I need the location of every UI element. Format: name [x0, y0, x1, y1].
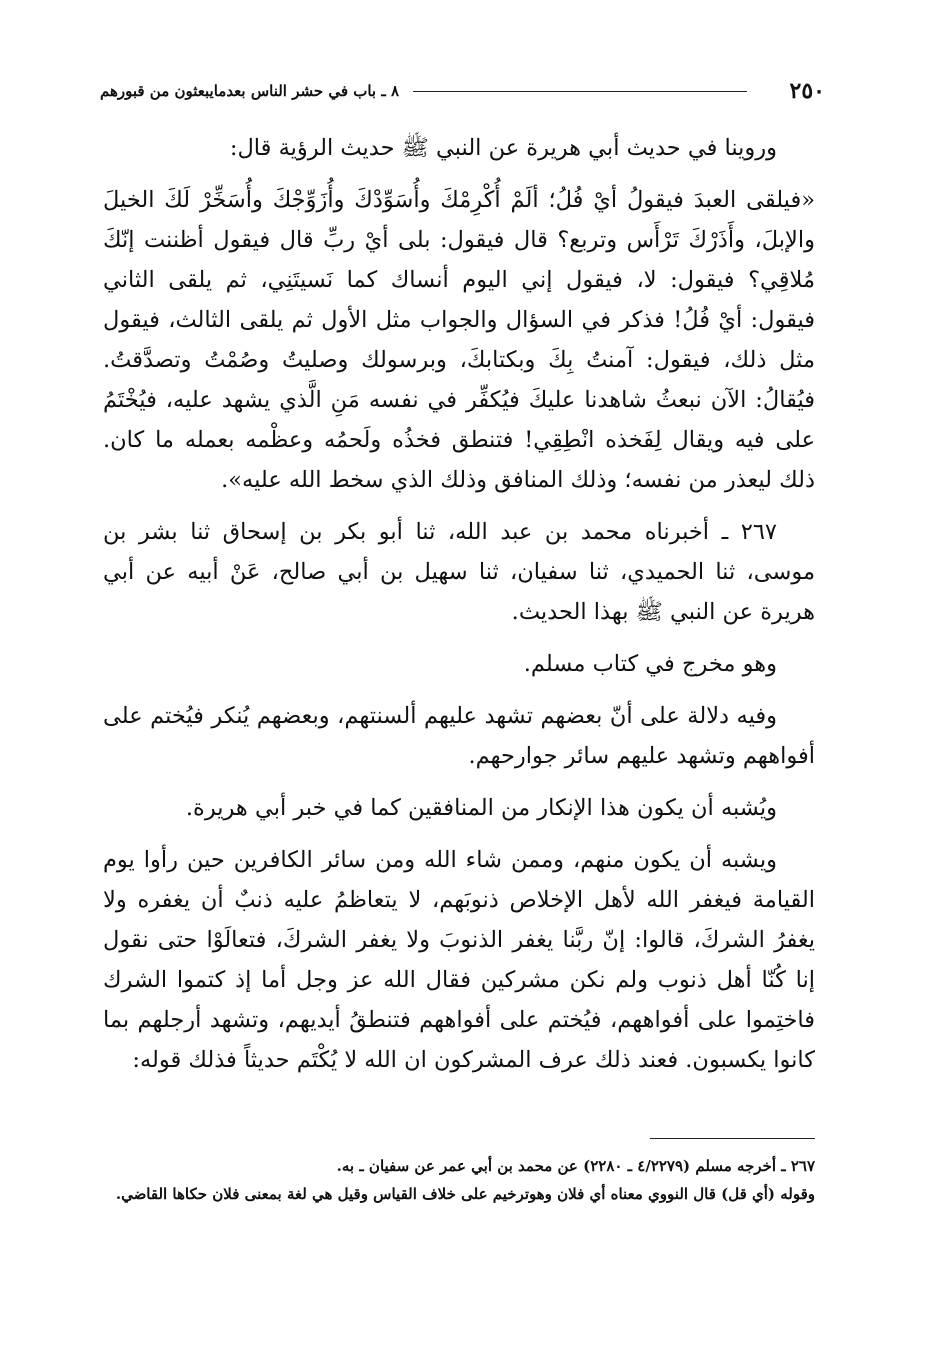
commentary-paragraph: وفيه دلالة على أنّ بعضهم تشهد عليهم ألسنتهم، وبعضهم يُنكر فيُختم على أفواههم وتشهد عليهم سائر جوارحهم.: [103, 703, 815, 769]
commentary-paragraph: ويشبه أن يكون منهم، وممن شاء الله ومن سائر الكافرين حين رأوا يوم القيامة فيغفر الله لأهل الإخلاص ذنوبَهم، لا يتعاظمُ عليه ذنبٌ أن يغفره ولا يغفرُ الشركَ، قالوا: إنّ ربَّنا يغفر الذنوبَ ولا يغفر الشركَ، فتعالَوْا حتى نقول إنا كُنّا أهل ذنوب ولم نكن مشركين فقال الله عز وجل أما إذ كتموا الشرك فاختِموا على أفواههم، فيُختم على أفواههم فتنطقُ أيديهم، وتشهد أرجلهم بما كانوا يكسبون. فعند ذلك عرف المشركون ان الله لا يُكْتَم حديثاً فذلك قوله:: [103, 847, 815, 1073]
main-text: [103, 128, 815, 1092]
isnad-paragraph: ٢٦٧ ـ أخبرناه محمد بن عبد الله، ثنا أبو بكر بن إسحاق ثنا بشر بن موسى، ثنا الحميدي، ثنا سفيان، ثنا سهيل بن أبي صالح، عَنْ أبيه عن أبي هريرة عن النبي ﷺ بهذا الحديث.: [103, 519, 815, 625]
footnote: ٢٦٧ ـ أخرجه مسلم (٤/٢٢٧٩ ـ ٢٢٨٠) عن محمد بن أبي عمر عن سفيان ـ به.: [336, 1157, 815, 1175]
footnote-separator: [650, 1138, 815, 1139]
footnotes: [103, 1152, 815, 1208]
page-number: ٢٥٠: [789, 78, 825, 104]
hadith-quote: «فيلقى العبدَ فيقولُ أيْ فُلُ؛ ألَمْ أُكْرِمْكَ وأُسَوِّدْكَ وأُزَوِّجْكَ وأُسَخِّرْ لَكَ الخيلَ والإبلَ، وأَذَرْكَ تَرْأَس وتربع؟ قال فيقول: بلى أيْ ربِّ قال فيقول أظننت إنّكَ مُلاقِي؟ فيقول: لا، فيقول إني اليوم أنساك كما نَسيتَنِي، ثم يلقى الثاني فيقول: أيْ فُلُ! فذكر في السؤال والجواب مثل الأول ثم يلقى الثالث، فيقول مثل ذلك، فيقول: آمنتُ بِكَ وبكتابكَ، وبرسولك وصليتُ وصُمْتُ وتصدَّقتُ. فيُقالُ: الآن نبعثُ شاهدنا عليكَ فيُكفِّر في نفسه مَنِ الَّذي يشهد عليه، فيُخْتَمُ على فيه ويقال لِفَخذه انْطِقِي! فتنطق فخذُه ولَحمُه وعظْمه بعمله ما كان. ذلك ليعذر من نفسه؛ وذلك المنافق وذلك الذي سخط الله عليه».: [103, 187, 815, 493]
intro-paragraph: وروينا في حديث أبي هريرة عن النبي ﷺ حديث الرؤية قال:: [229, 135, 777, 161]
footnote: وقوله (أي قل) قال النووي معناه أي فلان وهوترخيم على خلاف القياس وقيل هي لغة بمعنى فلان حكاها القاضي.: [115, 1185, 815, 1203]
page-header: [100, 74, 825, 108]
commentary-paragraph: ويُشبه أن يكون هذا الإنكار من المنافقين كما في خبر أبي هريرة.: [185, 795, 777, 821]
running-title: ٨ ـ باب في حشر الناس بعدمايبعثون من قبورهم: [100, 82, 400, 100]
header-rule: [413, 91, 747, 92]
source-paragraph: وهو مخرج في كتاب مسلم.: [523, 651, 777, 677]
